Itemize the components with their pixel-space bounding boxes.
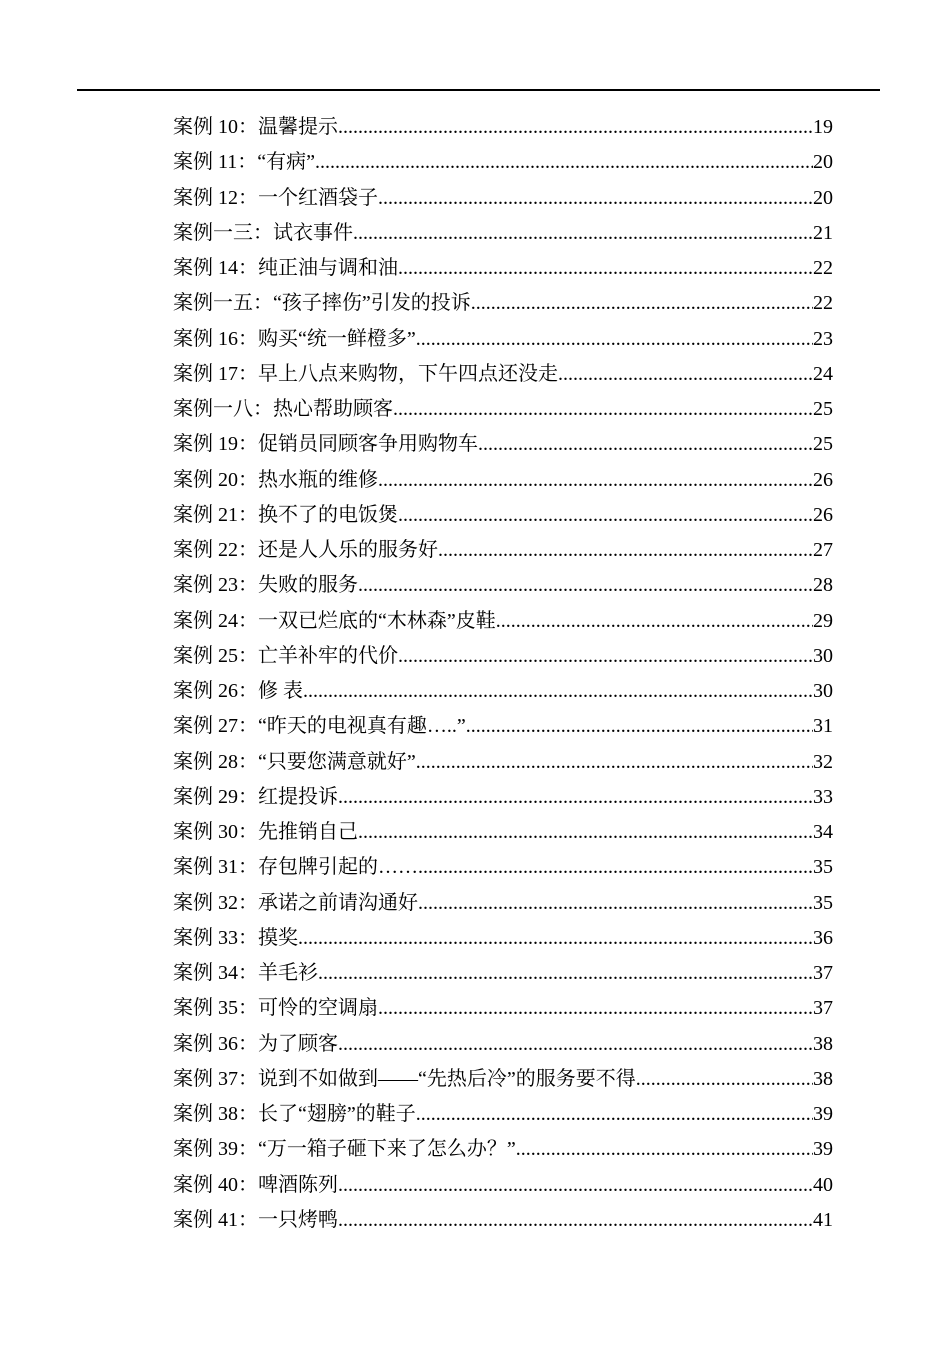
toc-dot-leader: [315, 145, 813, 180]
toc-dot-leader: [416, 1097, 813, 1132]
toc-entry-title: 案例 32：承诺之前请沟通好: [173, 891, 418, 914]
toc-entry[interactable]: [173, 886, 833, 921]
toc-dot-leader: [418, 886, 813, 921]
toc-entry-page-number: 36: [813, 926, 833, 949]
toc-dot-leader: [338, 780, 813, 815]
toc-entry[interactable]: [173, 850, 833, 885]
toc-entry[interactable]: [173, 110, 833, 145]
toc-entry-title: 案例 33：摸奖: [173, 926, 298, 949]
toc-entry-page-number: 37: [813, 962, 833, 984]
toc-entry-title: 案例 27：“昨天的电视真有趣…..”: [173, 715, 466, 738]
toc-entry-page-number: 35: [813, 891, 833, 914]
toc-entry-title: 案例 14：纯正油与调和油: [173, 257, 398, 279]
toc-entry[interactable]: [173, 1203, 833, 1238]
header-rule: [77, 89, 880, 91]
toc-dot-leader: [378, 991, 813, 1026]
toc-entry-title: 案例一五：“孩子摔伤”引发的投诉: [173, 292, 471, 315]
toc-dot-leader: [298, 921, 813, 956]
toc-entry-page-number: 41: [813, 1208, 833, 1231]
toc-entry[interactable]: [173, 533, 833, 568]
toc-entry-page-number: 28: [813, 574, 833, 597]
toc-entry[interactable]: [173, 1168, 833, 1203]
toc-entry-title: 案例 20：热水瓶的维修: [173, 468, 378, 491]
toc-dot-leader: [378, 181, 813, 216]
toc-dot-leader: [416, 745, 813, 780]
toc-entry-title: 案例一八：热心帮助顾客: [173, 398, 393, 420]
toc-entry-page-number: 40: [813, 1173, 833, 1196]
toc-entry-title: 案例 17：早上八点来购物，下午四点还没走: [173, 362, 558, 385]
toc-dot-leader: [358, 815, 813, 850]
toc-entry-page-number: 32: [813, 750, 833, 773]
toc-entry-page-number: 25: [813, 398, 833, 420]
toc-entry[interactable]: [173, 498, 833, 533]
toc-entry-title: 案例 31：存包牌引起的……: [173, 856, 418, 879]
table-of-contents: [173, 110, 833, 1238]
toc-entry[interactable]: [173, 639, 833, 674]
toc-entry[interactable]: [173, 145, 833, 180]
toc-dot-leader: [338, 1203, 813, 1238]
toc-entry[interactable]: [173, 1062, 833, 1097]
toc-dot-leader: [471, 286, 813, 321]
toc-entry[interactable]: [173, 780, 833, 815]
toc-dot-leader: [516, 1132, 813, 1167]
toc-entry-page-number: 39: [813, 1138, 833, 1161]
toc-entry-page-number: 38: [813, 1032, 833, 1055]
toc-entry-title: 案例 22：还是人人乐的服务好: [173, 539, 438, 561]
toc-entry[interactable]: [173, 921, 833, 956]
toc-entry-page-number: 22: [813, 292, 833, 315]
toc-entry-page-number: 35: [813, 856, 833, 879]
toc-entry-title: 案例 30：先推销自己: [173, 821, 358, 843]
toc-entry-title: 案例 19：促销员同顾客争用购物车: [173, 433, 478, 456]
toc-entry-page-number: 19: [813, 116, 833, 138]
toc-entry-title: 案例 25：亡羊补牢的代价: [173, 644, 398, 667]
toc-dot-leader: [393, 392, 813, 427]
toc-entry-title: 案例一三：试衣事件: [173, 221, 353, 244]
toc-entry-page-number: 20: [813, 186, 833, 209]
toc-entry[interactable]: [173, 392, 833, 427]
toc-entry[interactable]: [173, 181, 833, 216]
toc-entry-page-number: 33: [813, 785, 833, 808]
toc-entry[interactable]: [173, 745, 833, 780]
toc-entry[interactable]: [173, 216, 833, 251]
toc-entry-page-number: 26: [813, 468, 833, 491]
toc-dot-leader: [338, 1027, 813, 1062]
toc-entry[interactable]: [173, 674, 833, 709]
toc-entry[interactable]: [173, 1097, 833, 1132]
toc-entry[interactable]: [173, 286, 833, 321]
toc-entry-page-number: 22: [813, 257, 833, 279]
toc-dot-leader: [478, 427, 813, 462]
toc-entry[interactable]: [173, 357, 833, 392]
toc-entry-title: 案例 21：换不了的电饭煲: [173, 503, 398, 526]
toc-dot-leader: [398, 498, 813, 533]
toc-dot-leader: [303, 674, 813, 709]
toc-dot-leader: [398, 639, 813, 674]
toc-entry-title: 案例 40：啤酒陈列: [173, 1173, 338, 1196]
toc-entry[interactable]: [173, 322, 833, 357]
toc-entry-title: 案例 37：说到不如做到——“先热后冷”的服务要不得: [173, 1067, 636, 1090]
toc-dot-leader: [378, 463, 813, 498]
toc-entry-title: 案例 38：长了“翅膀”的鞋子: [173, 1103, 416, 1125]
toc-entry[interactable]: [173, 604, 833, 639]
toc-entry-page-number: 37: [813, 997, 833, 1020]
toc-dot-leader: [418, 850, 813, 885]
toc-entry[interactable]: [173, 463, 833, 498]
toc-entry-page-number: 31: [813, 715, 833, 738]
toc-entry-page-number: 25: [813, 433, 833, 456]
toc-entry-title: 案例 24：一双已烂底的“木林森”皮鞋: [173, 609, 496, 632]
toc-entry[interactable]: [173, 991, 833, 1026]
toc-entry-page-number: 27: [813, 539, 833, 561]
toc-dot-leader: [353, 216, 813, 251]
toc-dot-leader: [338, 1168, 813, 1203]
toc-entry-page-number: 29: [813, 609, 833, 632]
toc-entry-page-number: 38: [813, 1067, 833, 1090]
toc-entry-page-number: 30: [813, 680, 833, 702]
toc-entry[interactable]: [173, 815, 833, 850]
toc-entry-title: 案例 11：“有病”: [173, 151, 316, 174]
toc-entry-page-number: 21: [813, 221, 833, 244]
toc-entry[interactable]: [173, 568, 833, 603]
toc-dot-leader: [636, 1062, 813, 1097]
toc-dot-leader: [496, 604, 813, 639]
toc-dot-leader: [338, 110, 813, 145]
toc-entry-title: 案例 39：“万一箱子砸下来了怎么办？”: [173, 1138, 516, 1161]
toc-entry[interactable]: [173, 709, 833, 744]
toc-entry-title: 案例 34：羊毛衫: [173, 962, 318, 984]
toc-entry-title: 案例 36：为了顾客: [173, 1032, 338, 1055]
toc-entry-page-number: 39: [813, 1103, 833, 1125]
toc-dot-leader: [318, 956, 813, 991]
toc-entry-title: 案例 41：一只烤鸭: [173, 1208, 338, 1231]
toc-entry-title: 案例 23：失败的服务: [173, 574, 358, 597]
toc-entry-page-number: 26: [813, 503, 833, 526]
toc-entry-title: 案例 35：可怜的空调扇: [173, 997, 378, 1020]
toc-entry[interactable]: [173, 427, 833, 462]
toc-dot-leader: [416, 322, 813, 357]
toc-entry-title: 案例 10：温馨提示: [173, 116, 338, 138]
toc-dot-leader: [558, 357, 813, 392]
toc-dot-leader: [438, 533, 813, 568]
toc-entry-title: 案例 12：一个红酒袋子: [173, 186, 378, 209]
toc-entry-page-number: 20: [813, 151, 833, 174]
toc-entry-title: 案例 29：红提投诉: [173, 785, 338, 808]
toc-entry[interactable]: [173, 251, 833, 286]
toc-dot-leader: [358, 568, 813, 603]
toc-entry-page-number: 30: [813, 644, 833, 667]
toc-entry-page-number: 24: [813, 362, 833, 385]
toc-entry[interactable]: [173, 1027, 833, 1062]
toc-entry-title: 案例 26：修 表: [173, 680, 303, 702]
toc-entry[interactable]: [173, 956, 833, 991]
toc-dot-leader: [466, 709, 813, 744]
toc-entry[interactable]: [173, 1132, 833, 1167]
toc-entry-page-number: 34: [813, 821, 833, 843]
toc-entry-title: 案例 16：购买“统一鲜橙多”: [173, 327, 416, 350]
toc-entry-page-number: 23: [813, 327, 833, 350]
toc-entry-title: 案例 28：“只要您满意就好”: [173, 750, 416, 773]
toc-dot-leader: [398, 251, 813, 286]
